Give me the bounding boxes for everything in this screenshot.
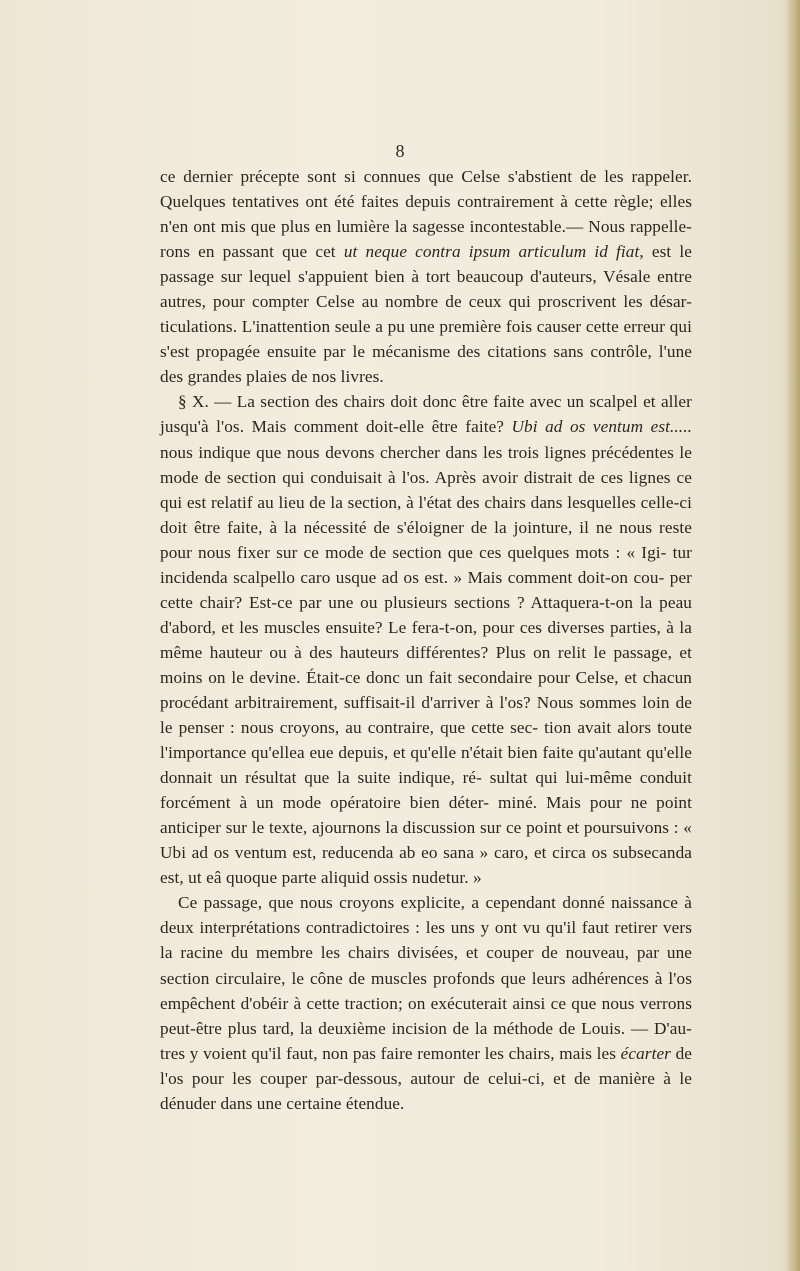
body-text (160, 164, 692, 1116)
latin-quote: Ubi ad os ventum est..... (511, 417, 692, 437)
text-run: ce dernier précepte sont si connues que Celse s'abstient de les rappeler. Quelques tentatives ont été faites depuis contrairement à cette règle; elles n'en ont mis que plus en lumière la sagesse incontestable.— Nous rappelle- rons en passant que cet (160, 167, 692, 262)
page-edge-shadow (786, 0, 800, 1271)
text-run: de l'os pour les couper par-dessous, autour de celui-ci, et de manière à le dénuder dans une certaine étendue. (160, 1043, 692, 1113)
paragraph (160, 890, 692, 1115)
paragraph (160, 164, 692, 389)
page-number: 8 (395, 141, 405, 161)
text-run: , est le passage sur lequel s'appuient bien à tort beaucoup d'auteurs, Vésale entre autres, pour compter Celse au nombre de ceux qui proscrivent les désar- ticulations. L'inattention seule a pu une première fois causer cette erreur qui s'est propagée ensuite par le mécanisme des citations sans contrôle, l'une des grandes plaies de nos livres. (160, 242, 693, 387)
paragraph (160, 389, 692, 890)
text-run: § X. — La section des chairs doit donc être faite avec un scalpel et aller jusqu'à l'os. Mais comment doit-elle être faite? (160, 392, 692, 437)
latin-quote: ut neque contra ipsum articulum id fiat (343, 242, 640, 262)
italic-word: écarter (620, 1043, 671, 1063)
text-run: Ce passage, que nous croyons explicite, a cependant donné naissance à deux interprétations contradictoires : les uns y ont vu qu'il faut retirer vers la racine du membre les chairs divisées, et couper de nouveau, par une section circulaire, le cône de muscles profonds que leurs adhérences à l'os empêchent d'obéir à cette traction; on exécuterait ainsi ce que nous verrons peut-être plus tard, la deuxième incision de la méthode de Louis. — D'au- tres y voient qu'il faut, non pas faire remonter les chairs, mais les (160, 893, 692, 1063)
text-run: nous indique que nous devons chercher dans les trois lignes précédentes le mode de section qui conduisait à l'os. Après avoir distrait de ces lignes ce qui est relatif au lieu de la section, à l'état des chairs dans lesquelles celle-ci doit être faite, à la nécessité de s'éloigner de la jointure, il ne nous reste pour nous fixer sur ce mode de section que ces quelques mots : « Igi- tur incidenda scalpello caro usque ad os est. » Mais comment doit-on cou- per cette chair? Est-ce par une ou plusieurs sections ? Attaquera-t-on la peau d'abord, et les muscles ensuite? Le fera-t-on, pour ces diverses parties, à la même hauteur ou à des hauteurs différentes? Plus on relit le passage, et moins on le devine. Était-ce donc un fait secondaire pour Celse, et chacun procédant arbitrairement, suffisait-il d'arriver à l'os? Nous sommes loin de le penser : nous croyons, au contraire, que cette sec- tion avait alors toute l'importance qu'ellea eue depuis, et qu'elle n'était bien faite qu'autant qu'elle donnait un résultat que la suite indique, ré- sultat qui lui-même conduit forcément à un mode opératoire bien déter- miné. Mais pour ne point anticiper sur le texte, ajournons la discussion sur ce point et poursuivons : « Ubi ad os ventum est, reducenda ab eo sana » caro, et circa os subsecanda est, ut eâ quoque parte aliquid ossis nudetur. » (160, 442, 692, 888)
